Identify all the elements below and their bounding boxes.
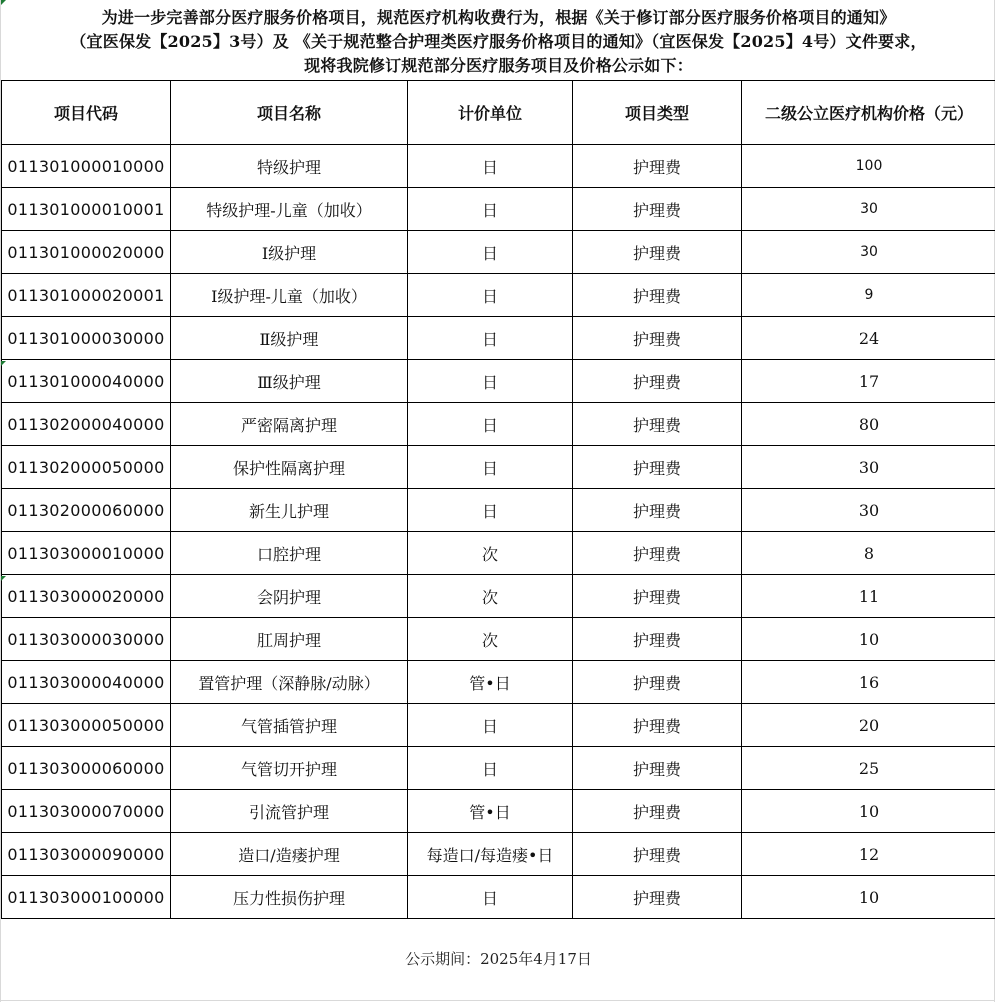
- cell-type[interactable]: 护理费: [573, 489, 742, 532]
- cell-price[interactable]: 11: [742, 575, 995, 618]
- cell-unit[interactable]: 次: [408, 532, 573, 575]
- cell-unit[interactable]: 日: [408, 317, 573, 360]
- cell-price[interactable]: 30: [742, 489, 995, 532]
- table-row: [2, 618, 995, 661]
- cell-code[interactable]: 011302000060000: [2, 489, 171, 532]
- cell-unit[interactable]: 日: [408, 876, 573, 919]
- cell-name[interactable]: Ⅰ级护理-儿童（加收）: [171, 274, 408, 317]
- cell-code[interactable]: 011302000040000: [2, 403, 171, 446]
- cell-unit[interactable]: 日: [408, 489, 573, 532]
- cell-name[interactable]: 气管切开护理: [171, 747, 408, 790]
- table-row: [2, 231, 995, 274]
- cell-code[interactable]: 011303000060000: [2, 747, 171, 790]
- cell-price[interactable]: 12: [742, 833, 995, 876]
- cell-type[interactable]: 护理费: [573, 747, 742, 790]
- cell-unit[interactable]: 每造口/每造瘘•日: [408, 833, 573, 876]
- table-row: [2, 317, 995, 360]
- table-row: [2, 790, 995, 833]
- cell-unit[interactable]: 日: [408, 446, 573, 489]
- cell-price[interactable]: 24: [742, 317, 995, 360]
- cell-price[interactable]: 8: [742, 532, 995, 575]
- cell-price[interactable]: 17: [742, 360, 995, 403]
- price-table: [1, 80, 995, 919]
- notice-line-1: 为进一步完善部分医疗服务价格项目，规范医疗机构收费行为，根据《关于修订部分医疗服务价格项目的通知》: [101, 8, 896, 27]
- cell-type[interactable]: 护理费: [573, 575, 742, 618]
- cell-price[interactable]: 30: [742, 231, 995, 274]
- cell-name[interactable]: 严密隔离护理: [171, 403, 408, 446]
- cell-name[interactable]: 造口/造瘘护理: [171, 833, 408, 876]
- cell-code[interactable]: 011303000010000: [2, 532, 171, 575]
- cell-price[interactable]: 9: [742, 274, 995, 317]
- cell-code[interactable]: 011303000100000: [2, 876, 171, 919]
- cell-unit[interactable]: 日: [408, 145, 573, 188]
- table-row: [2, 575, 995, 618]
- cell-type[interactable]: 护理费: [573, 145, 742, 188]
- table-row: [2, 360, 995, 403]
- cell-comment-marker: [1, 576, 6, 581]
- table-row: [2, 876, 995, 919]
- cell-code[interactable]: 011301000020000: [2, 231, 171, 274]
- cell-name[interactable]: 保护性隔离护理: [171, 446, 408, 489]
- cell-unit[interactable]: 日: [408, 403, 573, 446]
- cell-code[interactable]: 011301000030000: [2, 317, 171, 360]
- cell-unit[interactable]: 日: [408, 231, 573, 274]
- table-row: [2, 403, 995, 446]
- cell-type[interactable]: 护理费: [573, 231, 742, 274]
- cell-code[interactable]: 011303000040000: [2, 661, 171, 704]
- cell-price[interactable]: 25: [742, 747, 995, 790]
- cell-code[interactable]: 011301000020001: [2, 274, 171, 317]
- cell-price[interactable]: 10: [742, 790, 995, 833]
- cell-name[interactable]: 置管护理（深静脉/动脉）: [171, 661, 408, 704]
- cell-name[interactable]: Ⅲ级护理: [171, 360, 408, 403]
- table-row: [2, 704, 995, 747]
- cell-unit[interactable]: 日: [408, 274, 573, 317]
- cell-price[interactable]: 10: [742, 876, 995, 919]
- cell-type[interactable]: 护理费: [573, 833, 742, 876]
- cell-name[interactable]: 肛周护理: [171, 618, 408, 661]
- cell-code[interactable]: 011301000010001: [2, 188, 171, 231]
- cell-code[interactable]: 011302000050000: [2, 446, 171, 489]
- table-row: [2, 446, 995, 489]
- cell-name[interactable]: 口腔护理: [171, 532, 408, 575]
- cell-name[interactable]: 引流管护理: [171, 790, 408, 833]
- cell-name[interactable]: 压力性损伤护理: [171, 876, 408, 919]
- cell-type[interactable]: 护理费: [573, 317, 742, 360]
- cell-name[interactable]: 气管插管护理: [171, 704, 408, 747]
- table-row: [2, 532, 995, 575]
- cell-price[interactable]: 10: [742, 618, 995, 661]
- table-row: [2, 747, 995, 790]
- cell-code[interactable]: 011301000010000: [2, 145, 171, 188]
- column-header-type[interactable]: 项目类型: [573, 81, 742, 145]
- cell-name[interactable]: Ⅰ级护理: [171, 231, 408, 274]
- cell-code[interactable]: 011303000050000: [2, 704, 171, 747]
- cell-type[interactable]: 护理费: [573, 532, 742, 575]
- cell-type[interactable]: 护理费: [573, 403, 742, 446]
- cell-unit[interactable]: 管•日: [408, 661, 573, 704]
- cell-type[interactable]: 护理费: [573, 274, 742, 317]
- cell-name[interactable]: 新生儿护理: [171, 489, 408, 532]
- cell-price[interactable]: 30: [742, 188, 995, 231]
- notice-line-2: （宜医保发【2025】3号）及 《关于规范整合护理类医疗服务价格项目的通知》（宜医保发【2025】4号）文件要求，: [70, 32, 927, 51]
- cell-name[interactable]: Ⅱ级护理: [171, 317, 408, 360]
- notice-header: [1, 0, 995, 80]
- notice-line-3: 现将我院修订规范部分医疗服务项目及价格公示如下：: [304, 56, 693, 75]
- cell-unit[interactable]: 次: [408, 618, 573, 661]
- cell-type[interactable]: 护理费: [573, 360, 742, 403]
- table-row: [2, 489, 995, 532]
- cell-unit[interactable]: 日: [408, 188, 573, 231]
- cell-name[interactable]: 特级护理-儿童（加收）: [171, 188, 408, 231]
- table-row: [2, 833, 995, 876]
- cell-unit[interactable]: 次: [408, 575, 573, 618]
- cell-unit[interactable]: 日: [408, 360, 573, 403]
- column-header-code[interactable]: 项目代码: [2, 81, 171, 145]
- publicity-period: 公示期间：2025年4月17日: [405, 950, 592, 968]
- cell-type[interactable]: 护理费: [573, 618, 742, 661]
- cell-comment-marker: [1, 361, 6, 366]
- cell-type[interactable]: 护理费: [573, 790, 742, 833]
- cell-price[interactable]: 30: [742, 446, 995, 489]
- cell-type[interactable]: 护理费: [573, 661, 742, 704]
- cell-price[interactable]: 100: [742, 145, 995, 188]
- table-row: [2, 661, 995, 704]
- cell-code[interactable]: 011301000040000: [2, 360, 171, 403]
- table-header-row: [2, 81, 995, 145]
- cell-unit[interactable]: 日: [408, 747, 573, 790]
- cell-code[interactable]: 011303000070000: [2, 790, 171, 833]
- cell-code[interactable]: 011303000030000: [2, 618, 171, 661]
- cell-type[interactable]: 护理费: [573, 876, 742, 919]
- column-header-unit[interactable]: 计价单位: [408, 81, 573, 145]
- cell-type[interactable]: 护理费: [573, 188, 742, 231]
- table-row: [2, 274, 995, 317]
- cell-code[interactable]: 011303000090000: [2, 833, 171, 876]
- cell-unit[interactable]: 管•日: [408, 790, 573, 833]
- page-bottom-border: [1, 1000, 995, 1001]
- cell-type[interactable]: 护理费: [573, 446, 742, 489]
- cell-type[interactable]: 护理费: [573, 704, 742, 747]
- table-row: [2, 188, 995, 231]
- cell-code[interactable]: 011303000020000: [2, 575, 171, 618]
- column-header-price[interactable]: 二级公立医疗机构价格（元）: [742, 81, 995, 145]
- cell-price[interactable]: 80: [742, 403, 995, 446]
- cell-price[interactable]: 16: [742, 661, 995, 704]
- cell-price[interactable]: 20: [742, 704, 995, 747]
- cell-unit[interactable]: 日: [408, 704, 573, 747]
- cell-name[interactable]: 特级护理: [171, 145, 408, 188]
- column-header-name[interactable]: 项目名称: [171, 81, 408, 145]
- cell-name[interactable]: 会阴护理: [171, 575, 408, 618]
- table-row: [2, 145, 995, 188]
